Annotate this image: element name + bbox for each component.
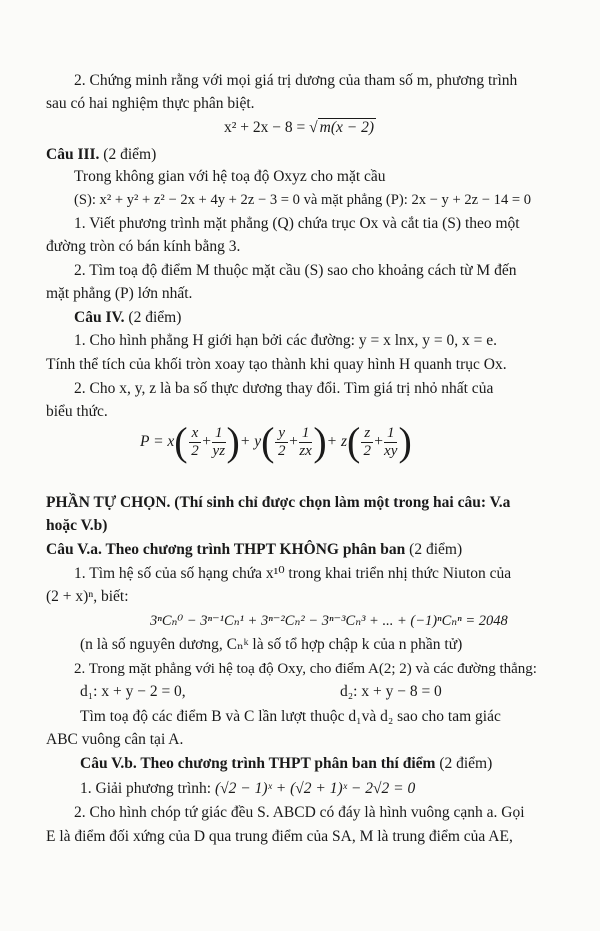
text-line: 2. Cho hình chóp tứ giác đều S. ABCD có đáy là hình vuông cạnh a. Gọi — [74, 804, 525, 821]
text-line: Tìm toạ độ các điểm B và C lần lượt thuộc d₁và d₂ sao cho tam giác — [80, 708, 501, 725]
section-heading: Câu V.a. Theo chương trình THPT KHÔNG phân ban (2 điểm) — [46, 541, 463, 558]
text-line: sau có hai nghiệm thực phân biệt. — [46, 95, 255, 112]
text-line: 1. Viết phương trình mặt phẳng (Q) chứa trục Ox và cắt tia (S) theo một — [74, 215, 520, 232]
line-d2: d₂: x + y − 8 = 0 — [340, 683, 442, 700]
text-line: (n là số nguyên dương, Cₙᵏ là số tổ hợp chập k của n phần tử) — [80, 636, 463, 653]
section-heading: Câu V.b. Theo chương trình THPT phân ban thí điểm (2 điểm) — [80, 755, 493, 772]
text-line: 2. Chứng minh rằng với mọi giá trị dương của tham số m, phương trình — [74, 72, 518, 89]
section-heading: Câu III. (2 điểm) — [46, 146, 157, 163]
text-line: đường tròn có bán kính bằng 3. — [46, 238, 241, 255]
text-line: (2 + x)ⁿ, biết: — [46, 588, 129, 605]
text-line: ABC vuông cân tại A. — [46, 731, 184, 748]
text-line: 2. Tìm toạ độ điểm M thuộc mặt cầu (S) sao cho khoảng cách từ M đến — [74, 262, 517, 279]
text-line: 1. Giải phương trình: (√2 − 1)ˣ + (√2 + 1)ˣ − 2√2 = 0 — [80, 780, 416, 797]
section-heading: PHẦN TỰ CHỌN. (Thí sinh chỉ được chọn làm một trong hai câu: V.a — [46, 494, 511, 511]
section-heading: hoặc V.b) — [46, 517, 108, 534]
text-line: 2. Trong mặt phẳng với hệ toạ độ Oxy, cho điểm A(2; 2) và các đường thẳng: — [74, 661, 537, 677]
equation-exp: (√2 − 1)ˣ + (√2 + 1)ˣ − 2√2 = 0 — [215, 780, 416, 797]
section-heading: Câu IV. (2 điểm) — [74, 309, 182, 326]
equation-1: x² + 2x − 8 = √ m(x − 2) — [224, 119, 374, 136]
line-d1: d₁: x + y − 2 = 0, — [80, 683, 186, 700]
equation-binomial: 3ⁿCₙ⁰ − 3ⁿ⁻¹Cₙ¹ + 3ⁿ⁻²Cₙ² − 3ⁿ⁻³Cₙ³ + ... + (−1)ⁿCₙⁿ = 2048 — [150, 613, 508, 629]
text-line: (S): x² + y² + z² − 2x + 4y + 2z − 3 = 0 và mặt phẳng (P): 2x − y + 2z − 14 = 0 — [74, 192, 532, 208]
text-line: biểu thức. — [46, 403, 108, 420]
text-line: Trong không gian với hệ toạ độ Oxyz cho mặt cầu — [74, 168, 386, 185]
text-line: 2. Cho x, y, z là ba số thực dương thay đổi. Tìm giá trị nhỏ nhất của — [74, 380, 494, 397]
text-line: 1. Cho hình phẳng H giới hạn bởi các đường: y = x lnx, y = 0, x = e. — [74, 332, 497, 349]
equation-p: P = x ( $\frac{x}{2}$ + $\frac{1}{yz}$ ) + y ( $\frac{y}{2}$ + $\frac{1}{zx}$ ) + z ( $\frac{z}{2}$ + $\frac{1}{xy}$ ) — [140, 419, 412, 464]
text-line: Tính thể tích của khối tròn xoay tạo thành khi quay hình H quanh trục Ox. — [46, 356, 507, 373]
text-line: E là điểm đối xứng của D qua trung điểm của SA, M là trung điểm của AE, — [46, 828, 513, 845]
text-line: mặt phẳng (P) lớn nhất. — [46, 285, 193, 302]
text-line: 1. Tìm hệ số của số hạng chứa x¹⁰ trong khai triển nhị thức Niuton của — [74, 565, 512, 582]
